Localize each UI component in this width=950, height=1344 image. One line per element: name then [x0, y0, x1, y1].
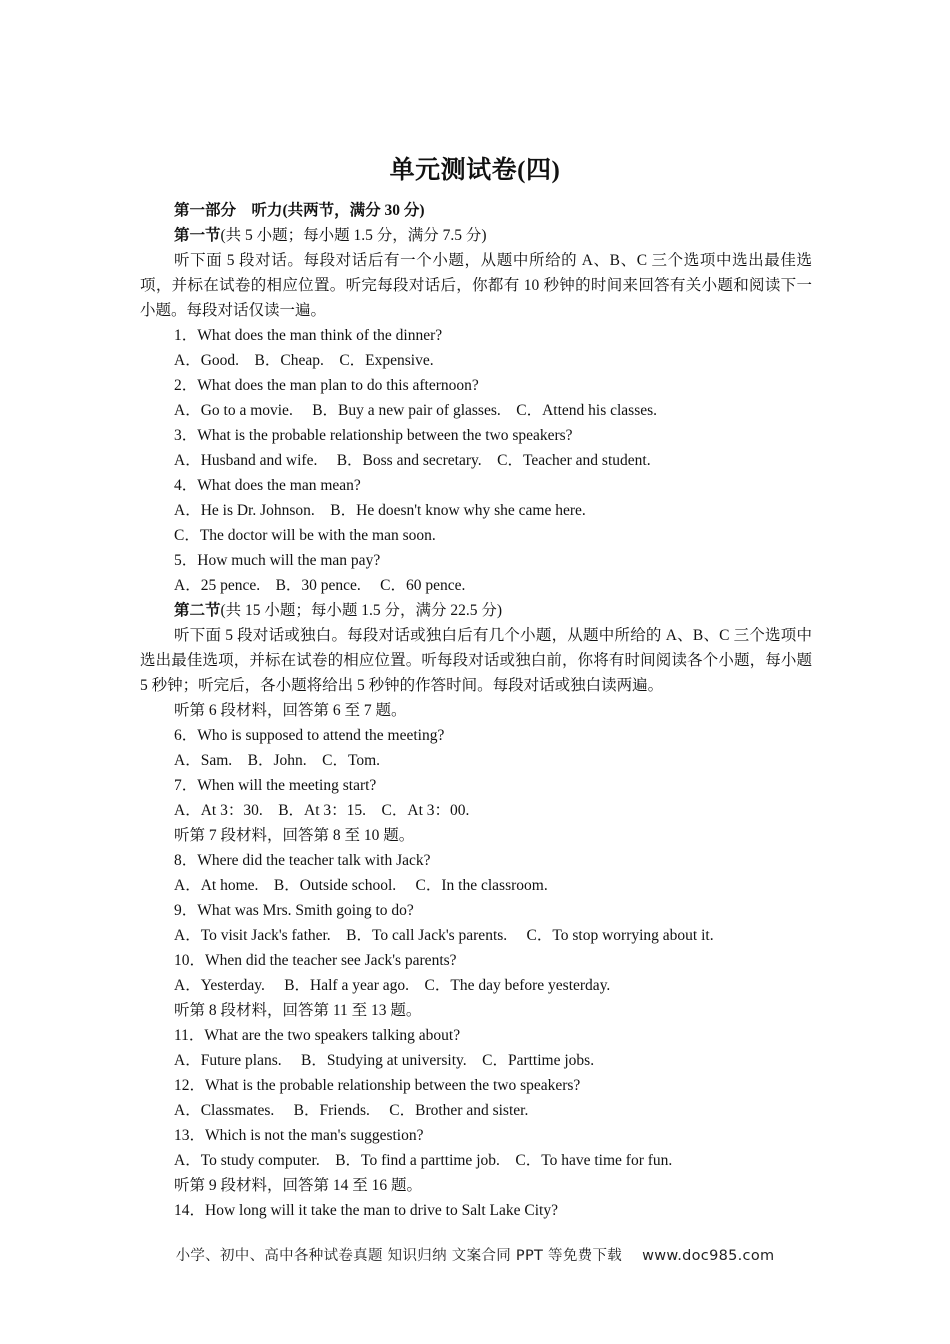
question-line: A．To visit Jack's father. B．To call Jack's parents. C．To stop worrying about it. — [174, 927, 714, 944]
question-line: 11．What are the two speakers talking about? — [174, 1027, 461, 1044]
question-line: 12．What is the probable relationship between the two speakers? — [174, 1077, 581, 1094]
question-line: A．He is Dr. Johnson. B．He doesn't know why she came here. — [174, 502, 586, 519]
question-line: A．25 pence. B．30 pence. C．60 pence. — [174, 577, 466, 594]
question-line: A．Classmates. B．Friends. C．Brother and sister. — [174, 1102, 529, 1119]
section2-heading-label: 第二节 — [174, 602, 221, 619]
question-line: A．Go to a movie. B．Buy a new pair of glasses. C．Attend his classes. — [174, 402, 658, 419]
question-line: 3．What is the probable relationship between the two speakers? — [174, 427, 573, 444]
question-line: 14．How long will it take the man to drive to Salt Lake City? — [174, 1202, 558, 1219]
question-line: 8．Where did the teacher talk with Jack? — [174, 852, 431, 869]
section1-questions — [140, 323, 812, 598]
question-line: C．The doctor will be with the man soon. — [174, 527, 436, 544]
document-body — [140, 198, 812, 1223]
question-line: 9．What was Mrs. Smith going to do? — [174, 902, 414, 919]
section1-instructions: 听下面 5 段对话。每段对话后有一个小题，从题中所给的 A、B、C 三个选项中选出最佳选项，并标在试卷的相应位置。听完每段对话后，你都有 10 秒钟的时间来回答有关小题和阅读下一小题。每段对话仅读一遍。 — [140, 252, 812, 319]
question-line: 听第 7 段材料，回答第 8 至 10 题。 — [174, 827, 415, 844]
question-line: 10．When did the teacher see Jack's parents? — [174, 952, 457, 969]
question-line: 听第 8 段材料，回答第 11 至 13 题。 — [174, 1002, 422, 1019]
section2-heading — [140, 598, 812, 623]
question-line: 2．What does the man plan to do this afternoon? — [174, 377, 479, 394]
question-line: 13．Which is not the man's suggestion? — [174, 1127, 424, 1144]
question-line: A．Future plans. B．Studying at university. C．Parttime jobs. — [174, 1052, 595, 1069]
question-line: A．Husband and wife. B．Boss and secretary. C．Teacher and student. — [174, 452, 651, 469]
question-line: A．Yesterday. B．Half a year ago. C．The day before yesterday. — [174, 977, 611, 994]
question-line: 5．How much will the man pay? — [174, 552, 381, 569]
question-line: A．To study computer. B．To find a parttime job. C．To have time for fun. — [174, 1152, 673, 1169]
section1-heading-detail: (共 5 小题；每小题 1.5 分，满分 7.5 分) — [220, 227, 487, 244]
section2-questions — [140, 698, 812, 1223]
part1-heading: 第一部分 听力(共两节，满分 30 分) — [174, 202, 425, 219]
section1-heading-label: 第一节 — [174, 227, 221, 244]
question-line: A．Sam. B．John. C．Tom. — [174, 752, 381, 769]
section2-heading-detail: (共 15 小题；每小题 1.5 分，满分 22.5 分) — [220, 602, 503, 619]
question-line: 4．What does the man mean? — [174, 477, 361, 494]
footer-url: www.doc985.com — [642, 1248, 775, 1264]
question-line: 7．When will the meeting start? — [174, 777, 377, 794]
page-footer — [0, 1244, 950, 1265]
question-line: A．Good. B．Cheap. C．Expensive. — [174, 352, 434, 369]
question-line: 6．Who is supposed to attend the meeting? — [174, 727, 445, 744]
question-line: 听第 9 段材料，回答第 14 至 16 题。 — [174, 1177, 423, 1194]
section1-heading — [140, 223, 812, 248]
page-title: 单元测试卷(四) — [389, 157, 561, 184]
question-line: A．At home. B．Outside school. C．In the classroom. — [174, 877, 548, 894]
question-line: 听第 6 段材料，回答第 6 至 7 题。 — [174, 702, 407, 719]
footer-text: 小学、初中、高中各种试卷真题 知识归纳 文案合同 PPT 等免费下载 — [175, 1248, 623, 1264]
question-line: A．At 3：30. B．At 3：15. C．At 3：00. — [174, 802, 470, 819]
section2-instructions: 听下面 5 段对话或独白。每段对话或独白后有几个小题，从题中所给的 A、B、C 三个选项中选出最佳选项，并标在试卷的相应位置。听每段对话或独白前，你将有时间阅读各个小题，每小题 5 秒钟；听完后，各小题将给出 5 秒钟的作答时间。每段对话或独白读两遍。 — [140, 627, 812, 694]
question-line: 1．What does the man think of the dinner? — [174, 327, 443, 344]
